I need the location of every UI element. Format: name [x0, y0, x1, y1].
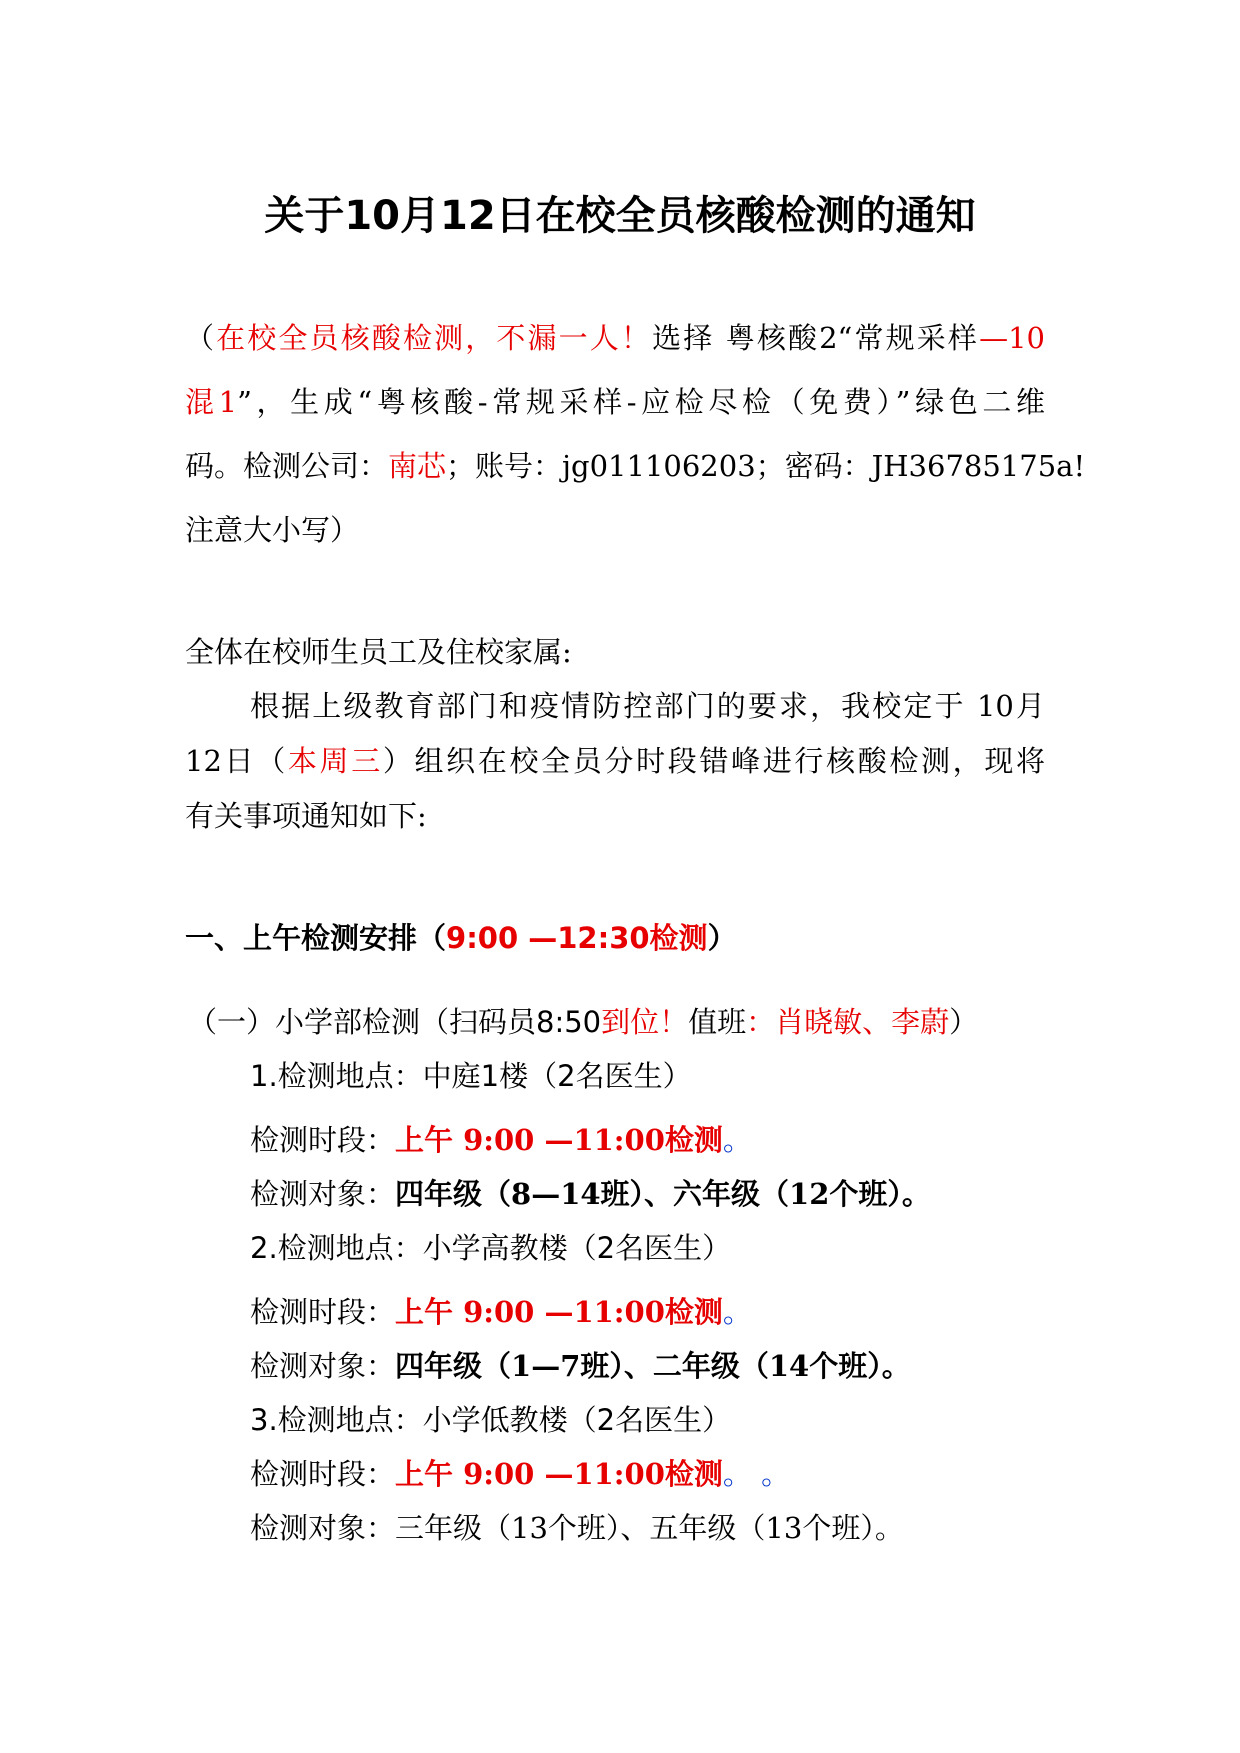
site-target-line	[250, 1346, 911, 1386]
section-heading-time: 9:00 —12:30检测	[446, 921, 708, 955]
subsection-arrive: 到位！	[601, 1005, 689, 1039]
site-time-line	[250, 1454, 790, 1494]
notice-mix-ratio: —10	[979, 321, 1045, 355]
salutation: 全体在校师生员工及住校家属:	[185, 635, 572, 669]
site-target-value: 四年级（1—7班）、二年级（14个班）。	[395, 1349, 911, 1383]
section-heading-label: 一、上午检测安排（	[185, 921, 447, 955]
subsection-duty-names: ：肖晓敏、李蔚	[746, 1005, 950, 1039]
intro-line-2	[185, 741, 1045, 781]
site-target-value: 三年级（13个班）、五年级（13个班）。	[395, 1511, 904, 1545]
intro-date: 12日（	[185, 744, 288, 778]
site-target-line	[250, 1174, 931, 1214]
site-target-label: 检测对象：	[250, 1511, 396, 1545]
site-time-line	[250, 1120, 752, 1160]
notice-open-paren: （	[185, 321, 217, 355]
subsection-heading-primary	[188, 1002, 978, 1042]
site-time-label: 检测时段：	[250, 1457, 396, 1491]
site-time-label: 检测时段：	[250, 1123, 396, 1157]
notice-select-text: 选择 粤核酸2“常规采样	[652, 321, 980, 355]
intro-weekday: 本周三	[287, 744, 383, 778]
subsection-label: （一）小学部检测（扫码员8:50	[188, 1005, 602, 1039]
site-location: 1.检测地点：中庭1楼（2名医生）	[250, 1059, 692, 1093]
intro-detail: ）组织在校全员分时段错峰进行核酸检测，现将	[382, 744, 1045, 778]
site-target-value: 四年级（8—14班）、六年级（12个班）。	[395, 1177, 931, 1211]
subsection-duty-label: 值班	[688, 1005, 747, 1039]
intro-line-1: 根据上级教育部门和疫情防控部门的要求，我校定于 10月	[250, 689, 1045, 723]
subsection-close: ）	[949, 1005, 979, 1039]
intro-line-3: 有关事项通知如下:	[185, 799, 427, 833]
notice-company-label: 码。检测公司：	[185, 449, 389, 483]
notice-line-1	[185, 318, 1045, 358]
site-target-label: 检测对象：	[250, 1349, 396, 1383]
site-time-line	[250, 1292, 752, 1332]
notice-qr-text: ”，生成“粤核酸-常规采样-应检尽检（免费）”绿色二维	[237, 385, 1046, 419]
site-time-value: 上午 9:00 —11:00检测	[395, 1123, 723, 1157]
site-time-end: 。	[722, 1295, 752, 1329]
site-time-label: 检测时段：	[250, 1295, 396, 1329]
site-time-value: 上午 9:00 —11:00检测	[395, 1295, 723, 1329]
site-time-end: 。	[722, 1123, 752, 1157]
notice-account-info: ；账号：jg011106203；密码：JH36785175a!	[446, 449, 1086, 483]
notice-line-3	[185, 446, 1086, 486]
site-location: 3.检测地点：小学低教楼（2名医生）	[250, 1403, 732, 1437]
site-target-line	[250, 1508, 904, 1548]
notice-line-4: 注意大小写）	[185, 513, 360, 547]
site-location: 2.检测地点：小学高教楼（2名医生）	[250, 1231, 732, 1265]
notice-emphasis: 在校全员核酸检测，不漏一人！	[216, 321, 653, 355]
section-heading-close: ）	[707, 921, 737, 955]
notice-company-name: 南芯	[388, 449, 447, 483]
site-time-end: 。 。	[722, 1457, 791, 1491]
document-title: 关于10月12日在校全员核酸检测的通知	[264, 193, 976, 239]
section-heading-morning	[185, 918, 737, 958]
notice-line-2	[185, 382, 1045, 422]
site-target-label: 检测对象：	[250, 1177, 396, 1211]
notice-mix-ratio-end: 混1	[185, 385, 238, 419]
site-time-value: 上午 9:00 —11:00检测	[395, 1457, 723, 1491]
